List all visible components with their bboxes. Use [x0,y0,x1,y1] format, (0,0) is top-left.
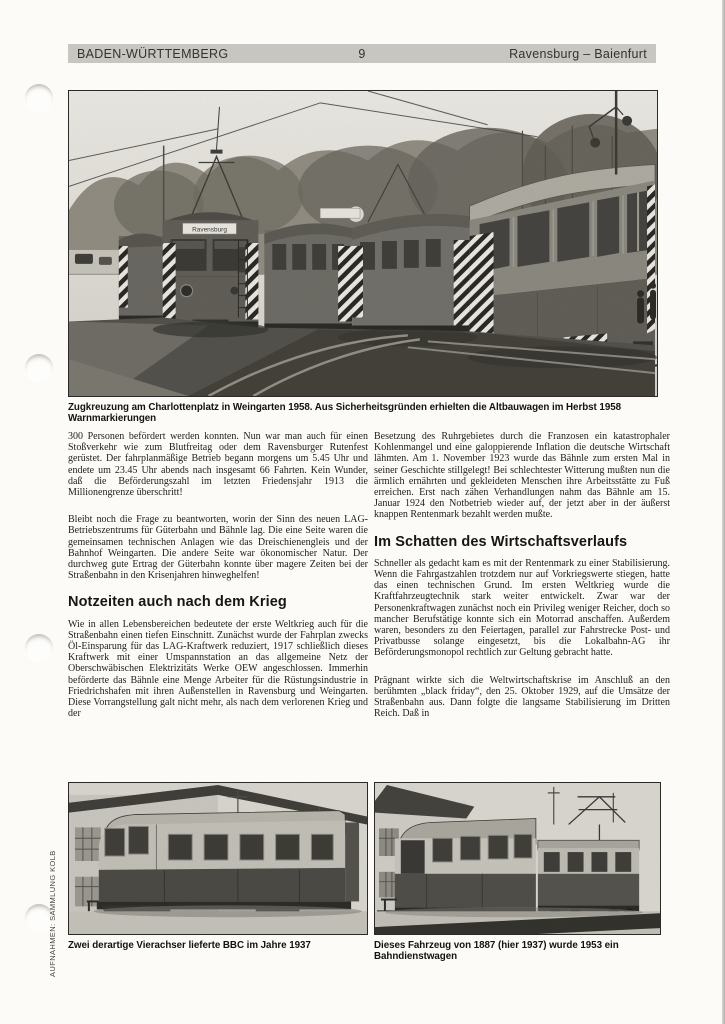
bottom-right-photo-illustration [375,783,660,934]
bottom-right-photo-railcar [374,782,661,935]
page-number: 9 [358,46,366,61]
bottom-left-photo-railcar [68,782,368,935]
bottom-left-caption: Zwei derartige Vierachser lieferte BBC im Jahre 1937 [68,940,311,951]
bottom-right-caption: Dieses Fahrzeug von 1887 (hier 1937) wurde 1953 ein Bahndienstwagen [374,940,619,962]
paragraph: 300 Personen befördert werden konnten. Nun war man auch für einen Stoßverkehr wie zum Blutfreitag oder dem Ravensburger Rutenfest gerüstet. Der fahrplanmäßige Betrieb begann morgens um 5.45 Uhr und endete um 23.45 Uhr abends nach insgesamt 66 Fahrten. Kein Wunder, daß die Beförderungszahl im letzten Friedensjahr 1913 die Millionengrenze überschritt! [68,431,368,499]
punch-hole [25,354,53,382]
paragraph: Wie in allen Lebensbereichen bedeutete der erste Weltkrieg auch für die Straßenbahn einen tiefen Einschnitt. Zunächst wurde der Fahrplan zwecks Öl-Einsparung für das LAG-Kraftwerk reduziert, 1917 schließlich dieses Kraftwerk mit einer Umspannstation an das allgemeine Netz der Oberschwäbischen Elektrizitäts Werke OEW angeschlossen. Immerhin beförderte das Bähnle eine Menge Arbeiter für die Rüstungsindustrie in Friedrichshafen mit ihren Außenstellen in Ravensburg und Weingarten. Diese Vorrangstellung galt nicht mehr, als nach dem verlorenen Krieg und der [68,618,368,720]
main-photo-tram-crossing [68,90,658,397]
punch-hole [25,634,53,662]
paragraph: Besetzung des Ruhrgebietes durch die Franzosen ein katastrophaler Kohlenmangel und eine galoppierende Inflation die deutsche Wirtschaft lähmten. Am 1. November 1923 wurde das Bähnle zum ersten Mal in seiner Geschichte stillgelegt! Bei schlechtester Witterung mußten nun die ärmlich ernährten und gekleideten Menschen ihre Arbeitsstätte zu Fuß erreichen. Erst nach zähen Verhandlungen nahm das Bähnle am 15. Januar 1924 den Notbetrieb wieder auf, der jetzt aber in der äußerst knappen Rentenmark bezahlt werden mußte. [374,431,670,521]
main-photo-caption: Zugkreuzung am Charlottenplatz in Weingarten 1958. Aus Sicherheitsgründen erhielten die Altbauwagen im Herbst 1958 Warnmarkierungen [68,402,622,424]
paragraph: Bleibt noch die Frage zu beantworten, worin der Sinn des neuen LAG-Betriebszentrums für Güterbahn und Bähnle lag. Die eine Seite waren die gemeinsamen technischen Anlagen wie das Dreischienengleis und der Bahnhof Weingarten. Die andere Seite war ökonomischer Natur. Der durchweg gute Ertrag der Güterbahn konnte über magere Zeiten bei der Straßenbahn in den Krisenjahren hinweghelfen! [68,514,368,582]
bottom-left-photo-illustration [69,783,367,934]
text-column-right [374,431,670,735]
header-bar [68,44,656,63]
header-route-label: Ravensburg – Baienfurt [509,46,647,61]
main-photo-illustration [69,91,657,396]
destination-sign-text: Ravensburg [192,226,227,234]
section-heading-wirtschaft: Im Schatten des Wirtschaftsverlaufs [374,533,628,550]
punch-hole [25,84,53,112]
paragraph: Prägnant wirkte sich die Weltwirtschaftskrise im Anschluß an den berühmten „black friday“, den 25. Oktober 1929, auf die Umsätze der Straßenbahn aus. Dann folgte die langsame Stabilisierung im Dritten Reich. Daß in [374,674,670,720]
paragraph: Schneller als gedacht kam es mit der Rentenmark zu einer Stabilisierung. Wenn die Fahrgastzahlen trotzdem nur auf Vorkriegswerte stiegen, hatte das einen technischen Grund. Im ersten Weltkrieg wurde die Kraftfahrzeugtechnik stark weiter entwickelt. Zwar war der Personenkraftwagen zunächst noch ein Privileg weniger Reicher, doch so mancher Berufstätige konnte sich ein Motorrad anschaffen. Außerdem waren, besonders zu den Feiertagen, parallel zur Fahrstrecke Post- und Privatbusse solange eingesetzt, bis die Lokalbahn-AG ihr Beförderungsmonopol rechtlich zur Geltung gebracht hatte. [374,557,670,659]
header-region-label: BADEN-WÜRTTEMBERG [77,46,229,61]
text-column-left [68,431,368,735]
section-heading-notzeiten: Notzeiten auch nach dem Krieg [68,594,287,611]
photo-credit-vertical: AUFNAHMEN: SAMMLUNG KOLB [48,850,57,977]
